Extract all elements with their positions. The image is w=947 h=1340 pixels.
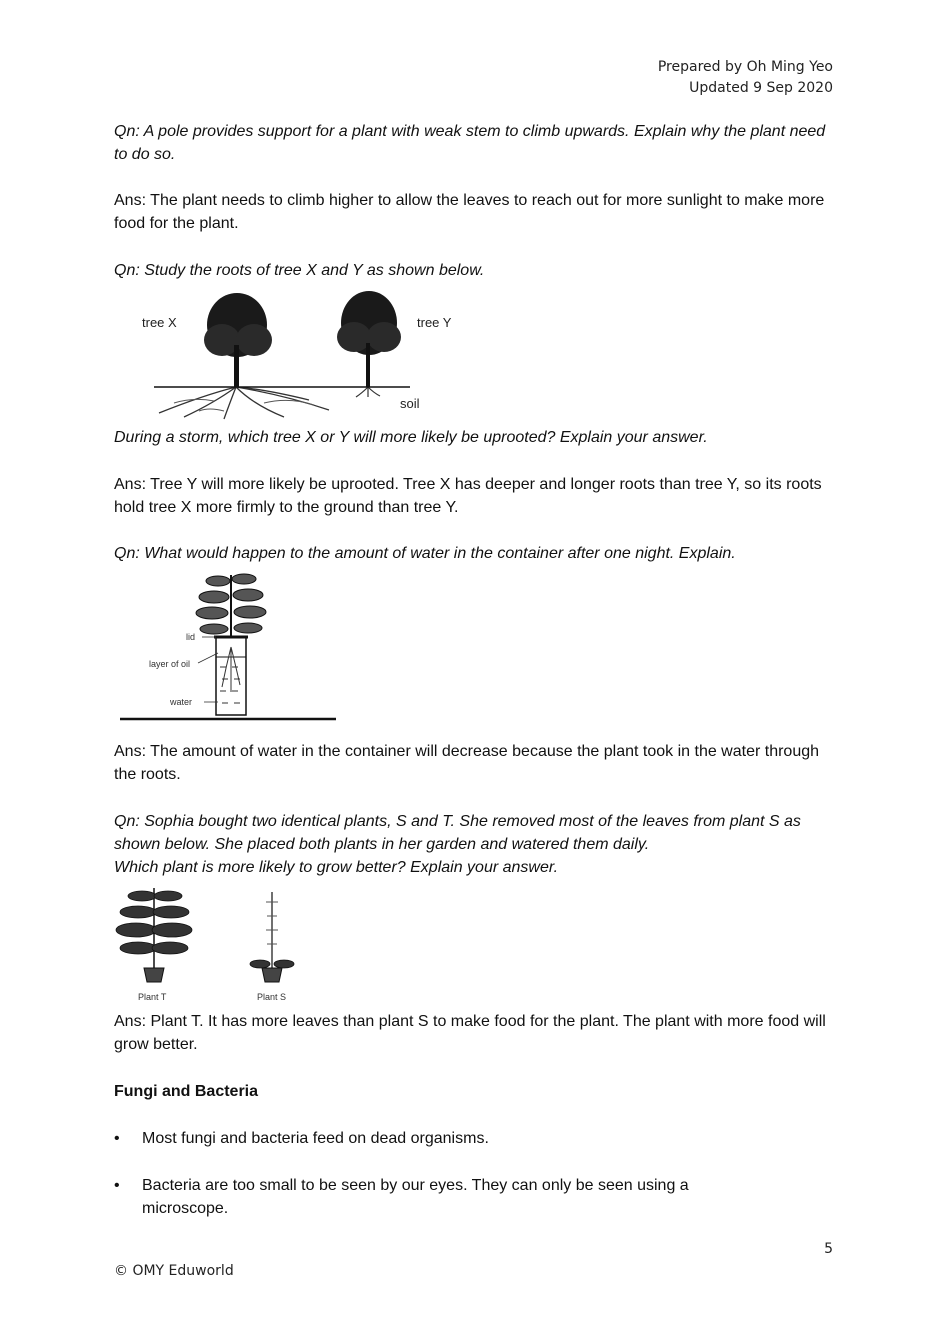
label-lid: lid	[186, 632, 196, 642]
tree-roots-figure	[114, 285, 494, 425]
answer-water-container: Ans: The amount of water in the container will decrease because the plant took in the water through the roots.	[114, 743, 820, 783]
plant-s-illustration	[250, 892, 294, 982]
tree-x-illustration	[159, 293, 329, 419]
bullet-dot-icon: •	[114, 1177, 120, 1194]
label-water: water	[170, 697, 193, 707]
bullet-text: Bacteria are too small to be seen by our eyes. They can only be seen using a microscope.	[142, 1177, 689, 1217]
label-plant-t: Plant T	[138, 992, 167, 1002]
bullet-dot-icon: •	[114, 1130, 120, 1147]
label-tree-y: tree Y	[417, 315, 452, 330]
question-pole-support: Qn: A pole provides support for a plant with weak stem to climb upwards. Explain why the plant need to do so.	[114, 123, 826, 163]
footer-copyright: © OMY Eduworld	[114, 1263, 234, 1279]
question-sophia-plants: Qn: Sophia bought two identical plants, S and T. She removed most of the leaves from plant S as shown below. She placed both plants in her garden and watered them daily.	[114, 813, 801, 853]
question-water-container: Qn: What would happen to the amount of water in the container after one night. Explain.	[114, 545, 736, 562]
question-storm-uprooted: During a storm, which tree X or Y will more likely be uprooted? Explain your answer.	[114, 429, 708, 446]
tree-y-illustration	[337, 291, 401, 397]
answer-tree-roots: Ans: Tree Y will more likely be uprooted. Tree X has deeper and longer roots than tree Y, so its roots hold tree X more firmly to the ground than tree Y.	[114, 476, 822, 516]
plant-t-illustration	[116, 888, 192, 982]
container-plant-figure	[114, 567, 354, 727]
answer-pole-support: Ans: The plant needs to climb higher to allow the leaves to reach out for more sunlight to make more food for the plant.	[114, 192, 825, 232]
label-plant-s: Plant S	[257, 992, 287, 1002]
header-prepared-by: Prepared by Oh Ming Yeo	[657, 59, 833, 75]
question-tree-roots: Qn: Study the roots of tree X and Y as shown below.	[114, 262, 485, 279]
label-tree-x: tree X	[142, 315, 177, 330]
label-soil: soil	[400, 396, 420, 411]
section-heading-fungi-bacteria: Fungi and Bacteria	[114, 1083, 259, 1100]
header-updated-date: Updated 9 Sep 2020	[689, 80, 833, 96]
question-which-plant-grows: Which plant is more likely to grow better? Explain your answer.	[114, 859, 559, 876]
plants-s-t-figure	[114, 882, 314, 1006]
label-layer-of-oil: layer of oil	[149, 659, 191, 669]
answer-sophia-plants: Ans: Plant T. It has more leaves than plant S to make food for the plant. The plant with more food will grow better.	[114, 1013, 826, 1053]
page-number: 5	[824, 1241, 833, 1257]
bullet-text: Most fungi and bacteria feed on dead organisms.	[142, 1130, 489, 1147]
